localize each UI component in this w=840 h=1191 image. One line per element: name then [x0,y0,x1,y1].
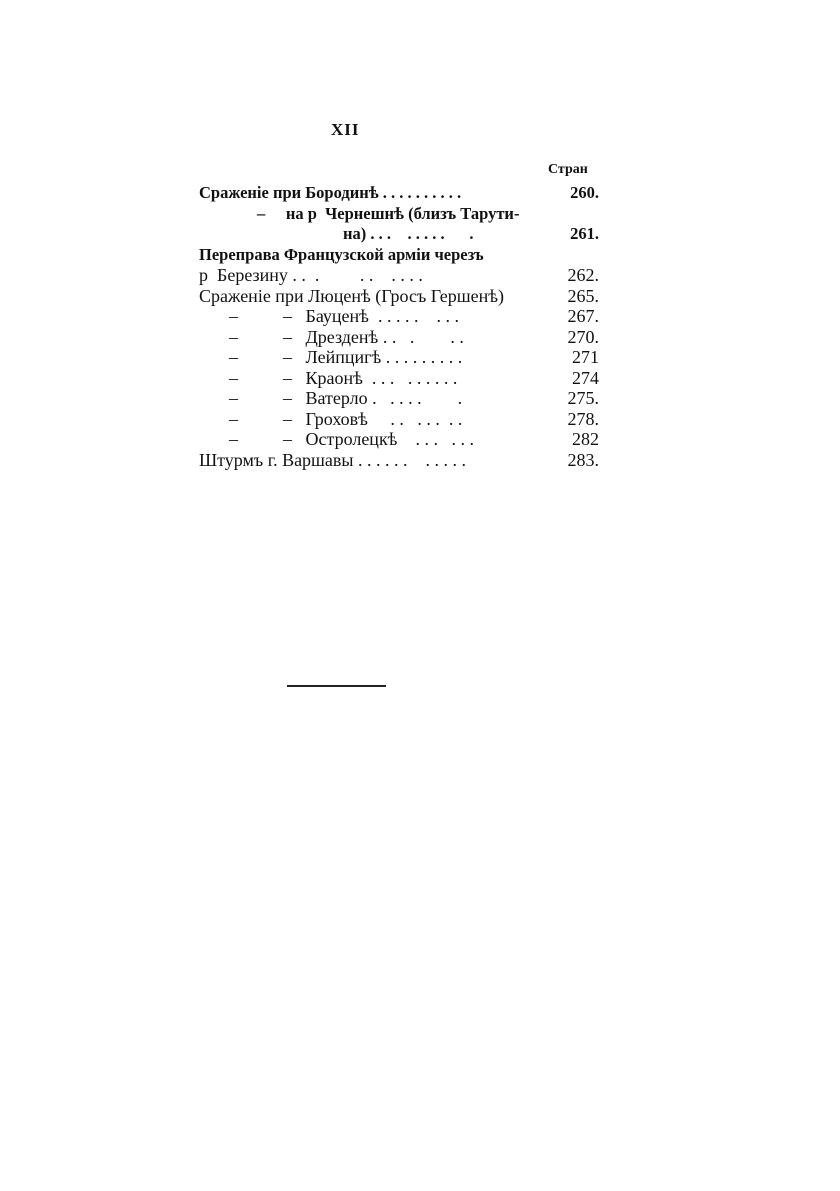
toc-entry-title: – на р Чернешнѣ (близъ Тарути- [257,203,520,223]
toc-entry-page: 275. [567,388,599,408]
toc-entry [199,286,599,307]
toc-entry-title: Штурмъ г. Варшавы . . . . . . . . . . . [199,449,467,470]
toc-entry [199,224,599,245]
toc-entry [199,347,599,368]
toc-entry-page: 265. [567,285,599,306]
toc-entry-page: 260. [570,183,599,202]
toc-entry-page: 271 [572,347,599,367]
toc-entry-title: – – Лейпцигѣ . . . . . . . . . [229,347,463,367]
toc-entry-title: – – Дрезденѣ . . . . . [229,326,464,347]
toc-entry-title: – – Гроховѣ . . . . . . . [229,408,463,429]
toc-entry [199,409,599,430]
toc-entry-title: Переправа Французской арміи черезъ [199,244,484,264]
toc-entry [199,429,599,450]
page-number: XII [331,120,360,139]
toc-entry-title: – – Остролецкѣ . . . . . . [229,429,474,449]
toc-entry-title: – – Краонѣ . . . . . . . . . [229,367,458,388]
toc-entry-title: р Березину . . . . . . . . . [199,265,423,285]
table-of-contents [199,183,599,470]
toc-entry-page: 282 [572,429,599,449]
toc-entry-title: Сраженіе при Люценѣ (Гросъ Гершенѣ) [199,285,505,306]
toc-entry-page: 274 [572,367,599,388]
toc-entry-page: 262. [567,265,599,285]
page-column-heading: Стран [548,162,588,177]
toc-entry [199,327,599,348]
toc-entry [199,368,599,389]
toc-entry [199,204,599,225]
toc-entry [199,183,599,204]
toc-entry-page: 270. [567,326,599,347]
toc-entry [199,450,599,471]
toc-entry-page: 283. [567,449,599,470]
toc-entry-page: 261. [570,224,599,243]
toc-entry [199,388,599,409]
toc-entry-page: 278. [567,408,599,429]
toc-entry-title: – – Бауценѣ . . . . . . . . [229,306,459,326]
toc-entry-page: 267. [567,306,599,326]
toc-entry [199,265,599,286]
section-divider [287,685,386,687]
toc-entry [199,245,599,266]
toc-entry-title: Сраженіе при Бородинѣ . . . . . . . . . . [199,183,462,202]
toc-entry [199,306,599,327]
toc-entry-title: – – Ватерло . . . . . . [229,388,463,408]
toc-entry-title: на) . . . . . . . . . [343,224,474,243]
